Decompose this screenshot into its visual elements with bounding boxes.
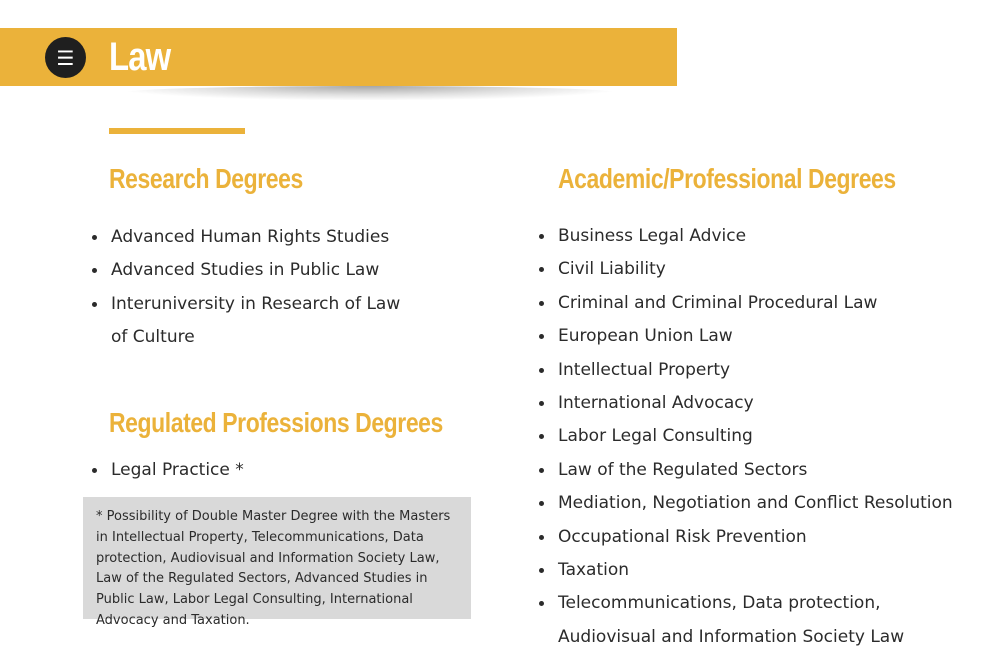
research-degrees-heading: Research Degrees (109, 163, 303, 194)
academic-professional-heading: Academic/Professional Degrees (558, 163, 896, 194)
degree-link[interactable]: Business Legal Advice (558, 226, 747, 246)
list-item (539, 220, 959, 253)
research-degrees-list (92, 221, 422, 355)
page-title: Law (109, 35, 171, 79)
header-shadow (120, 86, 620, 100)
degree-link[interactable]: Occupational Risk Prevention (558, 526, 807, 547)
menu-icon: ☰ (56, 45, 75, 70)
header-bar (0, 28, 677, 86)
degree-link[interactable]: Labor Legal Consulting (558, 426, 753, 447)
degree-link[interactable]: Mediation, Negotiation and Conflict Resolution (558, 493, 953, 514)
degree-link[interactable]: Law of the Regulated Sectors (558, 459, 808, 480)
degree-link[interactable]: European Union Law (558, 326, 733, 347)
degree-link[interactable]: Civil Liability (558, 259, 666, 280)
double-degree-note: * Possibility of Double Master Degree with the Masters in Intellectual Property, Telecommunications, Data protection, Audiovisual and Information Society Law, Law of the Regulated Sectors, Advanced Studies in Public Law, Labor Legal Consulting, International Advocacy and Taxation. (83, 497, 471, 619)
list-item (539, 354, 959, 387)
list-item (539, 420, 959, 453)
menu-button[interactable] (45, 37, 86, 78)
list-item (92, 288, 422, 355)
degree-link[interactable]: Taxation (558, 560, 630, 581)
list-item (92, 454, 452, 487)
degree-link[interactable]: Intellectual Property (558, 359, 731, 380)
accent-divider (109, 128, 245, 134)
list-item (539, 587, 959, 654)
degree-link[interactable]: Legal Practice * (111, 460, 244, 480)
list-item (539, 387, 959, 420)
degree-link[interactable]: International Advocacy (558, 393, 754, 414)
list-item (92, 221, 422, 254)
list-item (539, 454, 959, 487)
list-item (92, 254, 422, 287)
list-item (539, 253, 959, 286)
degree-link[interactable]: Advanced Studies in Public Law (111, 260, 380, 281)
list-item (539, 287, 959, 320)
list-item (539, 320, 959, 353)
regulated-professions-list (92, 454, 452, 487)
list-item (539, 521, 959, 554)
academic-professional-list (539, 220, 959, 654)
list-item (539, 487, 959, 520)
degree-link[interactable]: Advanced Human Rights Studies (111, 227, 390, 247)
list-item (539, 554, 959, 587)
degree-link[interactable]: Interuniversity in Research of Law of Culture (111, 293, 401, 348)
degree-link[interactable]: Criminal and Criminal Procedural Law (558, 292, 878, 313)
regulated-professions-heading: Regulated Professions Degrees (109, 407, 443, 438)
degree-link[interactable]: Telecommunications, Data protection, Audiovisual and Information Society Law (558, 593, 905, 647)
